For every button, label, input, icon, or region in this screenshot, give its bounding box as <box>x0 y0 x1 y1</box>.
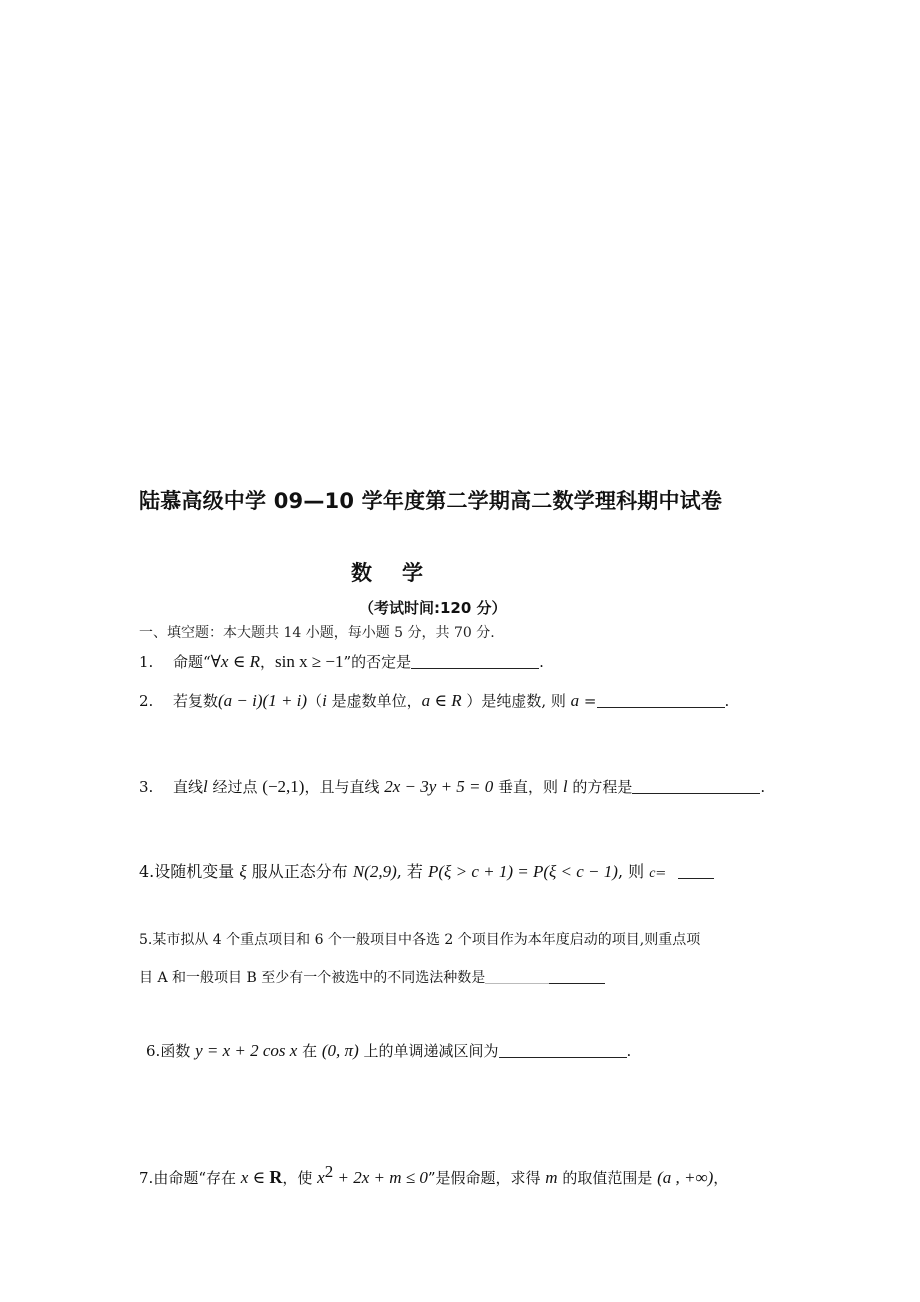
q3-text: 直线 <box>173 778 204 796</box>
q2-math: (a − i)(1 + i) <box>218 691 308 710</box>
q6-text: 函数 <box>160 1042 196 1060</box>
exam-time: （考试时间:120 分） <box>359 599 507 617</box>
q6-math: y = x + 2 cos x <box>195 1041 298 1060</box>
question-5 <box>139 929 700 949</box>
document-title: 陆慕高级中学 09—10 学年度第二学期高二数学理科期中试卷 <box>139 489 723 513</box>
q5-line-1: 某市拟从 4 个重点项目和 6 个一般项目中各选 2 个项目作为本年度启动的项目,则重点项 <box>152 932 701 948</box>
q3-math: 2x − 3y + 5 = 0 <box>384 777 494 796</box>
q3-math: (−2,1) <box>262 777 305 796</box>
answer-blank-5-gray[interactable] <box>485 982 549 984</box>
q5-line-2: 目 A 和一般项目 B 至少有一个被选中的不同选法种数是 <box>139 970 486 986</box>
q2-math: R <box>451 691 462 710</box>
q1-text: ”的否定是 <box>343 653 412 671</box>
question-number: 5. <box>139 932 153 948</box>
question-1 <box>139 651 544 672</box>
q7-math: + 2x + m ≤ 0 <box>333 1168 428 1187</box>
q6-math: (0, π) <box>321 1041 359 1060</box>
q7-text: 的取值范围是 <box>557 1169 658 1187</box>
q7-text: ，使 <box>282 1169 318 1187</box>
q2-text: 是虚数单位， <box>326 692 422 710</box>
question-5-continued <box>139 967 605 987</box>
q3-text: 经过点 <box>207 778 263 796</box>
q2-text: = <box>579 692 597 710</box>
q1-math: R <box>249 652 260 671</box>
q4-text: , 若 <box>396 862 429 881</box>
q2-math: a <box>570 691 580 710</box>
answer-blank-1[interactable] <box>411 667 539 669</box>
question-6 <box>146 1040 631 1061</box>
question-number: 4. <box>139 862 155 881</box>
subject-char-1: 数 <box>351 561 372 585</box>
question-2 <box>139 690 729 711</box>
question-3 <box>139 776 765 797</box>
question-number: 6. <box>146 1042 161 1060</box>
q6-period: . <box>626 1042 632 1060</box>
q7-math: (a , +∞) <box>657 1168 714 1187</box>
q3-math: l <box>562 777 568 796</box>
q1-text: ， <box>259 653 275 671</box>
q3-text: 的方程是 <box>567 778 633 796</box>
q3-text: ，且与直线 <box>304 778 385 796</box>
q1-text: 命题“ <box>173 653 211 671</box>
q7-math: R <box>269 1167 283 1187</box>
q3-period: . <box>760 778 766 796</box>
section-header: 一、填空题：本大题共 14 小题，每小题 5 分，共 70 分. <box>139 625 495 641</box>
q7-math: x <box>240 1168 249 1187</box>
q4-text: 设随机变量 <box>154 862 240 881</box>
q4-math: ξ <box>239 862 247 881</box>
question-4 <box>139 859 714 882</box>
q2-math: a <box>421 691 431 710</box>
question-7 <box>139 1162 728 1188</box>
q1-math: ≥ −1 <box>307 652 344 671</box>
q2-period: . <box>724 692 730 710</box>
q2-text: 若复数 <box>173 692 219 710</box>
q7-math-exponent: 2 <box>324 1162 334 1181</box>
q1-math: ∀x <box>210 652 229 671</box>
q4-text: 服从正态分布 <box>246 862 353 881</box>
q7-text: ， <box>713 1169 729 1187</box>
q2-math: ∈ <box>430 691 452 710</box>
q4-text: = <box>655 866 667 881</box>
question-number: 2. <box>139 692 154 710</box>
answer-blank-5[interactable] <box>549 982 605 984</box>
subject-char-2: 学 <box>402 561 423 585</box>
q2-math: i <box>322 691 327 710</box>
q7-math: m <box>545 1168 558 1187</box>
q1-math: sin x <box>274 652 308 671</box>
q6-text: 上的单调递减区间为 <box>358 1042 499 1060</box>
q7-text: 由命题“存在 <box>153 1169 241 1187</box>
q1-period: . <box>539 653 544 671</box>
answer-blank-4[interactable] <box>678 877 714 879</box>
q6-text: 在 <box>297 1042 322 1060</box>
question-number: 3. <box>139 778 154 796</box>
q3-math: l <box>203 777 208 796</box>
q2-text: ）是纯虚数, 则 <box>461 692 571 710</box>
answer-blank-3[interactable] <box>632 792 760 794</box>
q1-math: ∈ <box>228 652 250 671</box>
q7-math: ∈ <box>248 1168 270 1187</box>
q2-text: （ <box>307 692 323 710</box>
q4-text: , 则 <box>617 862 650 881</box>
q7-text: ”是假命题，求得 <box>427 1169 546 1187</box>
subject-heading <box>351 557 423 587</box>
q4-math: c <box>649 866 656 881</box>
answer-blank-2[interactable] <box>597 706 725 708</box>
q4-math: N(2,9) <box>352 862 397 881</box>
q4-math: P(ξ > c + 1) = P(ξ < c − 1) <box>428 862 618 881</box>
answer-blank-6[interactable] <box>499 1056 627 1058</box>
question-number: 1. <box>139 653 154 671</box>
q7-math: x <box>317 1168 325 1187</box>
question-number: 7. <box>139 1169 154 1187</box>
q3-text: 垂直，则 <box>493 778 563 796</box>
